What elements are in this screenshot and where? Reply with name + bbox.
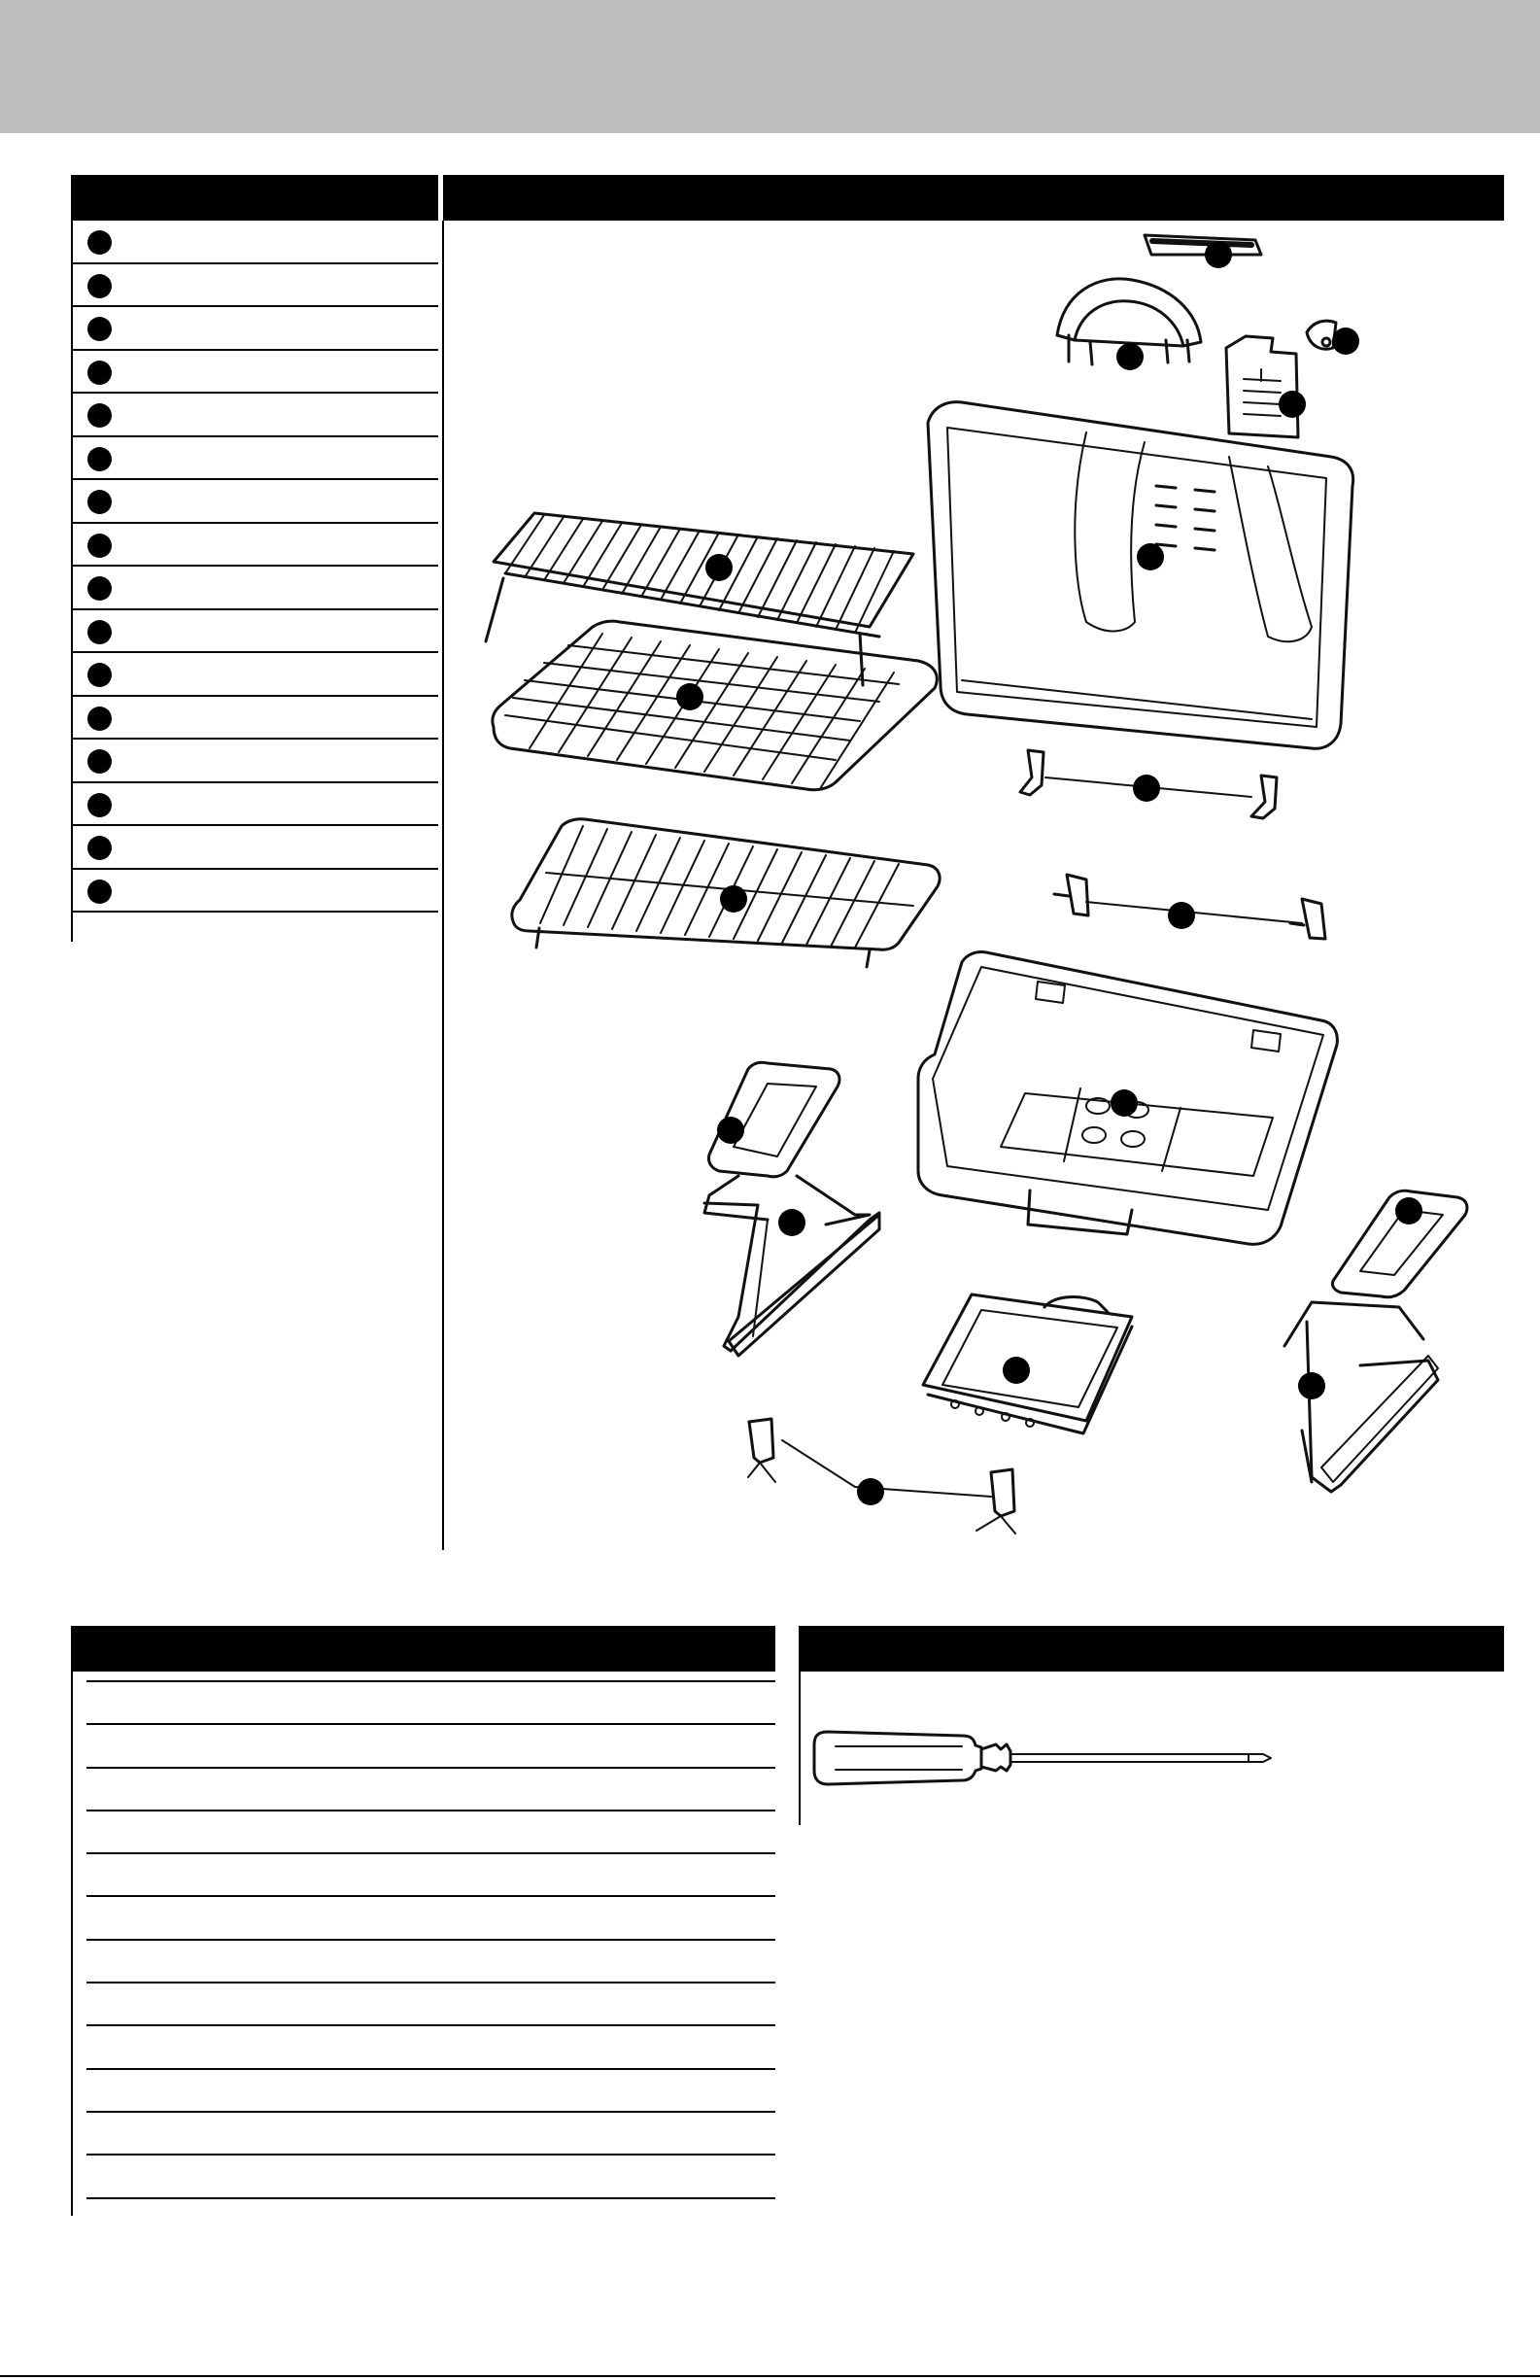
hardware-row	[86, 1852, 775, 1895]
callout-body-hinges	[1168, 902, 1195, 929]
part-key-dot	[87, 880, 112, 904]
callout-lid-hinges	[1133, 775, 1160, 802]
hardware-row	[86, 1723, 775, 1766]
callout-cooking-grate	[676, 683, 703, 710]
diagram-header	[443, 175, 1504, 221]
callout-right-handle-grip	[1395, 1197, 1422, 1224]
hardware-row	[86, 1895, 775, 1938]
phillips-screwdriver-icon	[814, 1732, 1271, 1784]
part-key-dot	[87, 534, 112, 558]
callout-warming-rack	[705, 554, 733, 581]
hardware-row	[86, 1982, 775, 2024]
part-key-dot	[87, 663, 112, 687]
hardware-row	[86, 2111, 775, 2154]
tools-left-border	[799, 1672, 801, 1825]
tools-header	[799, 1626, 1504, 1672]
damper-part	[1307, 321, 1336, 349]
parts-list-row	[71, 351, 438, 395]
parts-list-row	[71, 697, 438, 741]
parts-list-row	[71, 480, 438, 524]
parts-list-row	[71, 826, 438, 870]
callout-lid-handle	[1116, 343, 1144, 370]
callout-lid	[1137, 543, 1164, 570]
parts-list-row	[71, 653, 438, 697]
footer-rule	[0, 2375, 1540, 2377]
hardware-row	[86, 1810, 775, 1852]
top-banner	[0, 0, 1540, 133]
part-key-dot	[87, 576, 112, 601]
warming-rack-part	[486, 513, 913, 685]
callout-ash-tray	[1003, 1357, 1030, 1384]
hardware-row	[86, 2068, 775, 2111]
callout-left-leg	[778, 1209, 805, 1236]
part-key-dot	[87, 749, 112, 774]
hardware-left-border	[71, 1672, 73, 2216]
hardware-row	[86, 1680, 775, 1723]
parts-list-row	[71, 740, 438, 783]
part-key-dot	[87, 447, 112, 471]
left-leg-part	[704, 1176, 879, 1356]
parts-list-row	[71, 783, 438, 827]
part-key-dot	[87, 361, 112, 385]
parts-list-row	[71, 870, 438, 914]
parts-list	[71, 221, 438, 913]
parts-list-row	[71, 437, 438, 481]
part-key-dot	[87, 317, 112, 341]
callout-right-leg	[1298, 1372, 1325, 1399]
hardware-list-end-rule	[86, 2197, 775, 2199]
parts-list-row	[71, 524, 438, 568]
hardware-row	[86, 2154, 775, 2196]
callout-lock-latches	[857, 1478, 884, 1505]
hardware-header	[71, 1626, 775, 1672]
part-key-dot	[87, 274, 112, 298]
parts-list-header	[71, 175, 438, 221]
part-key-dot	[87, 836, 112, 860]
part-key-dot	[87, 490, 112, 514]
lid-part	[928, 402, 1353, 749]
parts-list-row	[71, 307, 438, 351]
callout-vent-plate	[1279, 391, 1306, 418]
logo-plate-part	[1145, 235, 1261, 255]
hardware-row	[86, 1939, 775, 1982]
parts-list-row	[71, 221, 438, 264]
parts-list-row	[71, 394, 438, 437]
callout-charcoal-grate	[720, 885, 747, 913]
hardware-row	[86, 2024, 775, 2067]
part-key-dot	[87, 707, 112, 731]
callout-damper	[1332, 328, 1359, 355]
hardware-row	[86, 1767, 775, 1810]
callout-markers	[676, 241, 1422, 1505]
section-divider	[442, 221, 444, 1550]
parts-list-row	[71, 567, 438, 610]
part-key-dot	[87, 620, 112, 644]
part-key-dot	[87, 793, 112, 817]
parts-list-row	[71, 264, 438, 308]
callout-logo-plate	[1205, 241, 1232, 268]
parts-list-row	[71, 610, 438, 654]
vent-plate-part	[1226, 336, 1298, 437]
callout-firebox	[1111, 1089, 1138, 1117]
callout-left-handle-grip	[717, 1117, 744, 1144]
lock-latches-part	[748, 1419, 1015, 1534]
part-key-dot	[87, 403, 112, 428]
hardware-list	[86, 1680, 775, 2199]
cooking-grate-part	[493, 621, 937, 790]
part-key-dot	[87, 230, 112, 255]
